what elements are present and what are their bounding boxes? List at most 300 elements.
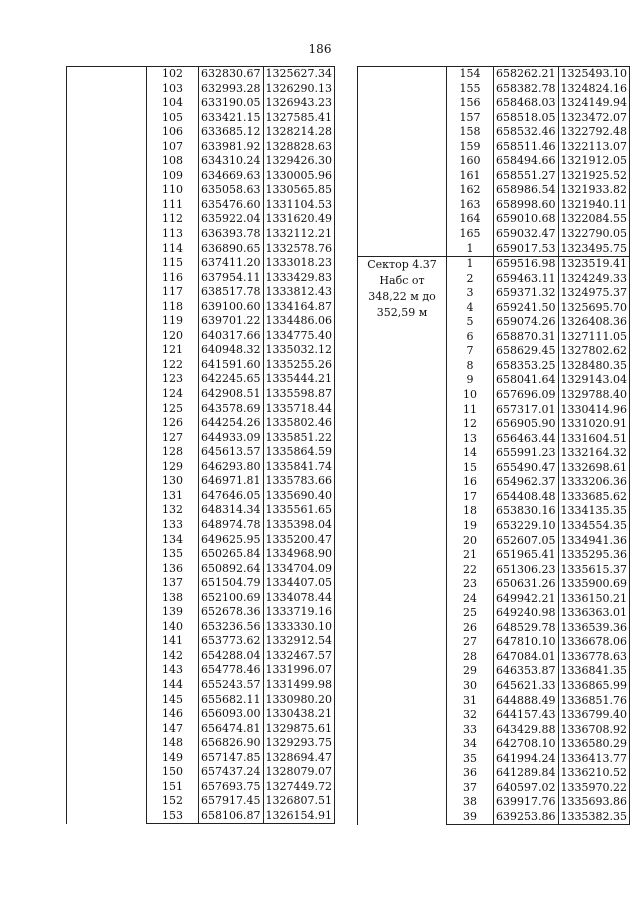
point-number: 36 xyxy=(447,766,494,781)
coord-y: 1328828.63 xyxy=(263,140,334,155)
point-number: 124 xyxy=(147,387,199,402)
coord-x: 651965.41 xyxy=(494,548,559,563)
point-number: 6 xyxy=(447,330,494,345)
coord-y: 1329788.40 xyxy=(558,388,629,403)
coord-x: 649942.21 xyxy=(494,592,559,607)
coord-y: 1321933.82 xyxy=(558,183,629,198)
coord-y: 1324975.37 xyxy=(558,286,629,301)
coord-x: 646293.80 xyxy=(199,460,264,475)
coord-y: 1323472.07 xyxy=(558,111,629,126)
point-number: 30 xyxy=(447,679,494,694)
point-number: 128 xyxy=(147,445,199,460)
coord-y: 1322084.55 xyxy=(558,212,629,227)
coord-y: 1329293.75 xyxy=(263,736,334,751)
coord-x: 643578.69 xyxy=(199,402,264,417)
coord-x: 658518.05 xyxy=(494,111,559,126)
coord-y: 1335693.86 xyxy=(558,795,629,810)
coord-y: 1332112.21 xyxy=(263,227,334,242)
coord-y: 1333018.23 xyxy=(263,256,334,271)
point-number: 113 xyxy=(147,227,199,242)
coord-y: 1335615.37 xyxy=(558,563,629,578)
coord-y: 1326408.36 xyxy=(558,315,629,330)
coord-y: 1335970.22 xyxy=(558,781,629,796)
coord-x: 636890.65 xyxy=(199,242,264,257)
point-number: 8 xyxy=(447,359,494,374)
coord-y: 1323519.41 xyxy=(558,257,629,272)
coord-y: 1325493.10 xyxy=(558,67,629,82)
coord-x: 653830.16 xyxy=(494,504,559,519)
coord-x: 645621.33 xyxy=(494,679,559,694)
point-number: 33 xyxy=(447,723,494,738)
coord-x: 658511.46 xyxy=(494,140,559,155)
coord-y: 1330565.85 xyxy=(263,183,334,198)
point-number: 151 xyxy=(147,780,199,795)
coord-x: 658041.64 xyxy=(494,373,559,388)
coord-y: 1334486.06 xyxy=(263,314,334,329)
coord-y: 1330005.96 xyxy=(263,169,334,184)
coord-y: 1335718.44 xyxy=(263,402,334,417)
point-number: 107 xyxy=(147,140,199,155)
coord-x: 659241.50 xyxy=(494,301,559,316)
coord-y: 1336210.52 xyxy=(558,766,629,781)
coord-y: 1336539.36 xyxy=(558,621,629,636)
point-number: 144 xyxy=(147,678,199,693)
point-number: 126 xyxy=(147,416,199,431)
point-number: 13 xyxy=(447,432,494,447)
coord-y: 1335382.35 xyxy=(558,810,629,825)
point-number: 108 xyxy=(147,154,199,169)
coord-y: 1329426.30 xyxy=(263,154,334,169)
coord-y: 1329143.04 xyxy=(558,373,629,388)
coord-y: 1332164.32 xyxy=(558,446,629,461)
point-number: 35 xyxy=(447,752,494,767)
coord-x: 644254.26 xyxy=(199,416,264,431)
coord-y: 1336851.76 xyxy=(558,694,629,709)
coord-y: 1336150.21 xyxy=(558,592,629,607)
point-number: 142 xyxy=(147,649,199,664)
coord-x: 657437.24 xyxy=(199,765,264,780)
point-number: 31 xyxy=(447,694,494,709)
coord-y: 1329875.61 xyxy=(263,722,334,737)
point-number: 125 xyxy=(147,402,199,417)
point-number: 146 xyxy=(147,707,199,722)
coord-x: 657693.75 xyxy=(199,780,264,795)
coord-y: 1336413.77 xyxy=(558,752,629,767)
coord-y: 1326154.91 xyxy=(263,809,334,824)
coord-y: 1331499.98 xyxy=(263,678,334,693)
coord-x: 655991.23 xyxy=(494,446,559,461)
right-coordinate-table xyxy=(357,66,630,825)
coord-y: 1335841.74 xyxy=(263,460,334,475)
point-number: 1 xyxy=(447,242,494,257)
point-number: 104 xyxy=(147,96,199,111)
point-number: 158 xyxy=(447,125,494,140)
coord-y: 1335690.40 xyxy=(263,489,334,504)
coord-y: 1327802.62 xyxy=(558,344,629,359)
coord-y: 1334164.87 xyxy=(263,300,334,315)
point-number: 37 xyxy=(447,781,494,796)
coord-y: 1325627.34 xyxy=(263,67,334,82)
coord-y: 1331104.53 xyxy=(263,198,334,213)
coord-x: 657147.85 xyxy=(199,751,264,766)
coord-y: 1330414.96 xyxy=(558,403,629,418)
coord-y: 1334775.40 xyxy=(263,329,334,344)
sector-label-line3: 348,22 м до xyxy=(368,290,436,304)
point-number: 160 xyxy=(447,154,494,169)
coord-x: 639253.86 xyxy=(494,810,559,825)
point-number: 116 xyxy=(147,271,199,286)
point-number: 121 xyxy=(147,343,199,358)
coord-x: 658532.46 xyxy=(494,125,559,140)
coord-x: 655490.47 xyxy=(494,461,559,476)
point-number: 140 xyxy=(147,620,199,635)
coord-x: 656905.90 xyxy=(494,417,559,432)
coord-x: 650892.64 xyxy=(199,562,264,577)
coord-x: 646353.87 xyxy=(494,664,559,679)
coord-y: 1324824.16 xyxy=(558,82,629,97)
sector-label-cell xyxy=(358,257,447,825)
coord-x: 658629.45 xyxy=(494,344,559,359)
coord-x: 639701.22 xyxy=(199,314,264,329)
point-number: 119 xyxy=(147,314,199,329)
coord-y: 1327585.41 xyxy=(263,111,334,126)
coord-x: 641994.24 xyxy=(494,752,559,767)
coord-y: 1336363.01 xyxy=(558,606,629,621)
coord-x: 658986.54 xyxy=(494,183,559,198)
point-number: 138 xyxy=(147,591,199,606)
coord-y: 1326943.23 xyxy=(263,96,334,111)
coord-y: 1332912.54 xyxy=(263,634,334,649)
coord-y: 1335255.26 xyxy=(263,358,334,373)
coord-x: 637954.11 xyxy=(199,271,264,286)
point-number: 145 xyxy=(147,693,199,708)
point-number: 18 xyxy=(447,504,494,519)
coord-y: 1335864.59 xyxy=(263,445,334,460)
coord-x: 643429.88 xyxy=(494,723,559,738)
coord-x: 633685.12 xyxy=(199,125,264,140)
point-number: 106 xyxy=(147,125,199,140)
coord-x: 658551.27 xyxy=(494,169,559,184)
point-number: 17 xyxy=(447,490,494,505)
point-number: 141 xyxy=(147,634,199,649)
coord-x: 651504.79 xyxy=(199,576,264,591)
coord-x: 633421.15 xyxy=(199,111,264,126)
coord-x: 651306.23 xyxy=(494,563,559,578)
coord-y: 1332578.76 xyxy=(263,242,334,257)
coord-y: 1334078.44 xyxy=(263,591,334,606)
coord-x: 632830.67 xyxy=(199,67,264,82)
point-number: 110 xyxy=(147,183,199,198)
point-number: 9 xyxy=(447,373,494,388)
coord-y: 1322792.48 xyxy=(558,125,629,140)
coord-x: 655682.11 xyxy=(199,693,264,708)
coord-y: 1333429.83 xyxy=(263,271,334,286)
table-row xyxy=(67,67,335,82)
point-number: 34 xyxy=(447,737,494,752)
point-number: 38 xyxy=(447,795,494,810)
point-number: 23 xyxy=(447,577,494,592)
coord-x: 658998.60 xyxy=(494,198,559,213)
coord-x: 657696.09 xyxy=(494,388,559,403)
coord-x: 633190.05 xyxy=(199,96,264,111)
point-number: 162 xyxy=(447,183,494,198)
coord-x: 656093.00 xyxy=(199,707,264,722)
coord-y: 1335783.66 xyxy=(263,474,334,489)
coord-x: 654408.48 xyxy=(494,490,559,505)
sector-label-line4: 352,59 м xyxy=(376,306,428,320)
coord-x: 656463.44 xyxy=(494,432,559,447)
coord-y: 1334554.35 xyxy=(558,519,629,534)
point-number: 157 xyxy=(447,111,494,126)
point-number: 152 xyxy=(147,794,199,809)
coord-y: 1335398.04 xyxy=(263,518,334,533)
point-number: 22 xyxy=(447,563,494,578)
coord-x: 642908.51 xyxy=(199,387,264,402)
coord-x: 657917.45 xyxy=(199,794,264,809)
coord-x: 658494.66 xyxy=(494,154,559,169)
point-number: 115 xyxy=(147,256,199,271)
point-number: 127 xyxy=(147,431,199,446)
table-row xyxy=(358,67,630,82)
coord-y: 1328079.07 xyxy=(263,765,334,780)
point-number: 21 xyxy=(447,548,494,563)
coord-x: 654962.37 xyxy=(494,475,559,490)
coord-x: 655243.57 xyxy=(199,678,264,693)
point-number: 122 xyxy=(147,358,199,373)
point-number: 19 xyxy=(447,519,494,534)
coord-y: 1335295.36 xyxy=(558,548,629,563)
coord-x: 641591.60 xyxy=(199,358,264,373)
coord-y: 1336708.92 xyxy=(558,723,629,738)
point-number: 11 xyxy=(447,403,494,418)
point-number: 150 xyxy=(147,765,199,780)
coord-x: 653236.56 xyxy=(199,620,264,635)
point-number: 118 xyxy=(147,300,199,315)
coord-x: 642708.10 xyxy=(494,737,559,752)
coord-x: 649625.95 xyxy=(199,533,264,548)
point-number: 120 xyxy=(147,329,199,344)
coord-x: 638517.78 xyxy=(199,285,264,300)
coord-y: 1322790.05 xyxy=(558,227,629,242)
coord-x: 633981.92 xyxy=(199,140,264,155)
point-number: 123 xyxy=(147,372,199,387)
coord-y: 1335802.46 xyxy=(263,416,334,431)
coord-y: 1335851.22 xyxy=(263,431,334,446)
coord-x: 659032.47 xyxy=(494,227,559,242)
point-number: 164 xyxy=(447,212,494,227)
point-number: 109 xyxy=(147,169,199,184)
coord-x: 647646.05 xyxy=(199,489,264,504)
point-number: 154 xyxy=(447,67,494,82)
coord-x: 659516.98 xyxy=(494,257,559,272)
coord-y: 1330438.21 xyxy=(263,707,334,722)
coord-x: 644157.43 xyxy=(494,708,559,723)
coord-x: 659371.32 xyxy=(494,286,559,301)
coord-y: 1324149.94 xyxy=(558,96,629,111)
coord-x: 650631.26 xyxy=(494,577,559,592)
coord-x: 648529.78 xyxy=(494,621,559,636)
point-number: 10 xyxy=(447,388,494,403)
coord-x: 652607.05 xyxy=(494,534,559,549)
point-number: 163 xyxy=(447,198,494,213)
coord-x: 654778.46 xyxy=(199,663,264,678)
coord-x: 656826.90 xyxy=(199,736,264,751)
point-number: 114 xyxy=(147,242,199,257)
coord-x: 649240.98 xyxy=(494,606,559,621)
point-number: 130 xyxy=(147,474,199,489)
coord-y: 1332698.61 xyxy=(558,461,629,476)
coord-x: 650265.84 xyxy=(199,547,264,562)
point-number: 24 xyxy=(447,592,494,607)
sector-cell xyxy=(67,67,147,824)
coord-y: 1334407.05 xyxy=(263,576,334,591)
point-number: 147 xyxy=(147,722,199,737)
point-number: 16 xyxy=(447,475,494,490)
point-number: 161 xyxy=(447,169,494,184)
coord-x: 656474.81 xyxy=(199,722,264,737)
coord-y: 1335561.65 xyxy=(263,503,334,518)
coord-y: 1335598.87 xyxy=(263,387,334,402)
sector-cell xyxy=(358,67,447,257)
point-number: 32 xyxy=(447,708,494,723)
coord-x: 644888.49 xyxy=(494,694,559,709)
coord-x: 646971.81 xyxy=(199,474,264,489)
coord-y: 1336865.99 xyxy=(558,679,629,694)
page-number: 186 xyxy=(308,42,332,56)
coord-y: 1336580.29 xyxy=(558,737,629,752)
coord-y: 1334135.35 xyxy=(558,504,629,519)
coord-y: 1332467.57 xyxy=(263,649,334,664)
coord-y: 1334704.09 xyxy=(263,562,334,577)
point-number: 165 xyxy=(447,227,494,242)
coord-y: 1336799.40 xyxy=(558,708,629,723)
point-number: 105 xyxy=(147,111,199,126)
coord-y: 1328694.47 xyxy=(263,751,334,766)
coord-x: 659074.26 xyxy=(494,315,559,330)
coord-y: 1325695.70 xyxy=(558,301,629,316)
point-number: 117 xyxy=(147,285,199,300)
coord-y: 1321940.11 xyxy=(558,198,629,213)
coord-x: 634669.63 xyxy=(199,169,264,184)
coord-y: 1335032.12 xyxy=(263,343,334,358)
coord-y: 1331996.07 xyxy=(263,663,334,678)
point-number: 29 xyxy=(447,664,494,679)
point-number: 137 xyxy=(147,576,199,591)
point-number: 134 xyxy=(147,533,199,548)
point-number: 12 xyxy=(447,417,494,432)
coord-x: 647084.01 xyxy=(494,650,559,665)
coord-y: 1335200.47 xyxy=(263,533,334,548)
coord-x: 653773.62 xyxy=(199,634,264,649)
coord-x: 634310.24 xyxy=(199,154,264,169)
point-number: 2 xyxy=(447,272,494,287)
coord-y: 1331620.49 xyxy=(263,212,334,227)
coord-y: 1323495.75 xyxy=(558,242,629,257)
coord-y: 1331020.91 xyxy=(558,417,629,432)
coord-x: 645613.57 xyxy=(199,445,264,460)
point-number: 148 xyxy=(147,736,199,751)
point-number: 153 xyxy=(147,809,199,824)
coord-x: 642245.65 xyxy=(199,372,264,387)
point-number: 131 xyxy=(147,489,199,504)
coord-x: 652678.36 xyxy=(199,605,264,620)
point-number: 159 xyxy=(447,140,494,155)
coord-y: 1326290.13 xyxy=(263,82,334,97)
coord-x: 657317.01 xyxy=(494,403,559,418)
coord-x: 644933.09 xyxy=(199,431,264,446)
coord-x: 647810.10 xyxy=(494,635,559,650)
coord-x: 632993.28 xyxy=(199,82,264,97)
point-number: 28 xyxy=(447,650,494,665)
point-number: 135 xyxy=(147,547,199,562)
coord-x: 659463.11 xyxy=(494,272,559,287)
point-number: 133 xyxy=(147,518,199,533)
point-number: 103 xyxy=(147,82,199,97)
coord-y: 1324249.33 xyxy=(558,272,629,287)
coord-y: 1327111.05 xyxy=(558,330,629,345)
coord-x: 652100.69 xyxy=(199,591,264,606)
point-number: 143 xyxy=(147,663,199,678)
coord-x: 635476.60 xyxy=(199,198,264,213)
coord-x: 640597.02 xyxy=(494,781,559,796)
point-number: 25 xyxy=(447,606,494,621)
coord-x: 640948.32 xyxy=(199,343,264,358)
point-number: 156 xyxy=(447,96,494,111)
coord-x: 636393.78 xyxy=(199,227,264,242)
point-number: 5 xyxy=(447,315,494,330)
coord-x: 658468.03 xyxy=(494,96,559,111)
coord-y: 1334941.36 xyxy=(558,534,629,549)
coord-y: 1335444.21 xyxy=(263,372,334,387)
coord-y: 1333812.43 xyxy=(263,285,334,300)
sector-label-line1: Сектор 4.37 xyxy=(367,258,437,272)
coord-y: 1336841.35 xyxy=(558,664,629,679)
coord-y: 1333206.36 xyxy=(558,475,629,490)
point-number: 15 xyxy=(447,461,494,476)
coord-x: 658870.31 xyxy=(494,330,559,345)
coord-y: 1326807.51 xyxy=(263,794,334,809)
table-row xyxy=(358,257,630,272)
coord-x: 654288.04 xyxy=(199,649,264,664)
coord-y: 1334968.90 xyxy=(263,547,334,562)
point-number: 3 xyxy=(447,286,494,301)
coord-x: 658353.25 xyxy=(494,359,559,374)
point-number: 102 xyxy=(147,67,199,82)
point-number: 155 xyxy=(447,82,494,97)
point-number: 39 xyxy=(447,810,494,825)
coord-y: 1321925.52 xyxy=(558,169,629,184)
coord-x: 648974.78 xyxy=(199,518,264,533)
coord-y: 1333719.16 xyxy=(263,605,334,620)
coord-y: 1331604.51 xyxy=(558,432,629,447)
coord-y: 1328214.28 xyxy=(263,125,334,140)
coord-x: 635058.63 xyxy=(199,183,264,198)
point-number: 14 xyxy=(447,446,494,461)
point-number: 111 xyxy=(147,198,199,213)
point-number: 129 xyxy=(147,460,199,475)
point-number: 132 xyxy=(147,503,199,518)
coord-x: 659017.53 xyxy=(494,242,559,257)
coord-y: 1321912.05 xyxy=(558,154,629,169)
left-coordinate-table xyxy=(66,66,335,824)
coord-y: 1333330.10 xyxy=(263,620,334,635)
coord-y: 1330980.20 xyxy=(263,693,334,708)
point-number: 112 xyxy=(147,212,199,227)
coord-y: 1322113.07 xyxy=(558,140,629,155)
coord-y: 1327449.72 xyxy=(263,780,334,795)
coord-y: 1328480.35 xyxy=(558,359,629,374)
point-number: 136 xyxy=(147,562,199,577)
